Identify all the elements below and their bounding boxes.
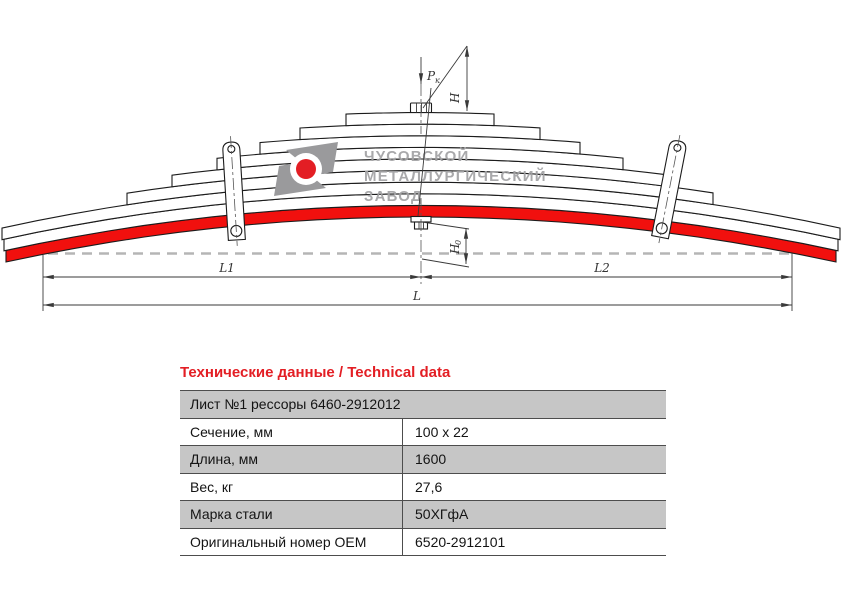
table-header-row bbox=[180, 391, 666, 419]
row-value: 100 x 22 bbox=[403, 418, 667, 446]
logo-text-line1: ЧУСОВСКОЙ bbox=[364, 148, 470, 165]
table-row bbox=[180, 418, 666, 446]
table-header-cell: Лист №1 рессоры 6460-2912012 bbox=[180, 391, 666, 419]
row-label: Сечение, мм bbox=[180, 418, 403, 446]
left-clamp bbox=[222, 136, 246, 247]
row-value: 50ХГфА bbox=[403, 501, 667, 529]
L2-label: L2 bbox=[594, 261, 610, 275]
table-title: Технические данные / Technical data bbox=[180, 364, 451, 381]
table-row bbox=[180, 528, 666, 556]
row-value: 6520-2912101 bbox=[403, 528, 667, 556]
load-arrow bbox=[421, 57, 440, 85]
camber-label-sub: 0 bbox=[454, 239, 463, 245]
logo-text-line3: ЗАВОД bbox=[364, 188, 423, 205]
spring-leaf bbox=[346, 113, 494, 126]
dimension-lengths bbox=[43, 253, 792, 311]
row-label: Оригинальный номер OEM bbox=[180, 528, 403, 556]
tech-table bbox=[180, 390, 666, 556]
load-label: P bbox=[427, 69, 436, 83]
row-value: 1600 bbox=[403, 446, 667, 474]
logo-red-dot bbox=[296, 159, 316, 179]
table-row bbox=[180, 446, 666, 474]
camber-label: H bbox=[448, 243, 462, 254]
table-row bbox=[180, 473, 666, 501]
table-row bbox=[180, 501, 666, 529]
row-label: Вес, кг bbox=[180, 473, 403, 501]
height-label: H bbox=[448, 92, 462, 103]
row-label: Марка стали bbox=[180, 501, 403, 529]
L1-label: L1 bbox=[219, 261, 235, 275]
load-label-sub: к bbox=[435, 76, 440, 85]
dimension-H0 bbox=[422, 222, 469, 267]
L-label: L bbox=[413, 289, 421, 303]
row-label: Длина, мм bbox=[180, 446, 403, 474]
row-value: 27,6 bbox=[403, 473, 667, 501]
technical-data-section bbox=[180, 364, 666, 556]
logo-text-line2: МЕТАЛЛУРГИЧЕСКИЙ bbox=[364, 168, 547, 185]
